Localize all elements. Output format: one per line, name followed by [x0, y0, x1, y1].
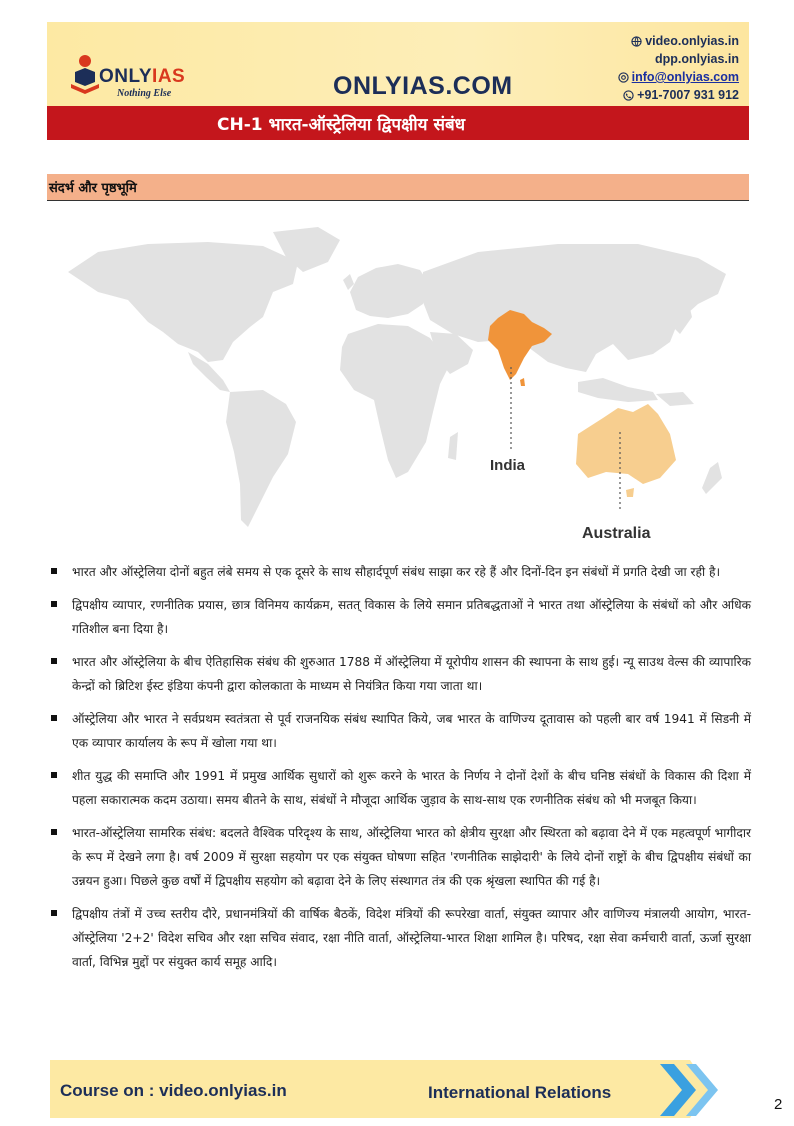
footer-course-text: Course on : video.onlyias.in — [60, 1081, 287, 1100]
indonesia-shape — [578, 378, 658, 402]
chapter-title-bar — [47, 106, 749, 140]
africa-shape — [340, 324, 450, 478]
bullet-list — [47, 560, 751, 983]
bullet-item: ऑस्ट्रेलिया और भारत ने सर्वप्रथम स्वतंत्रता से पूर्व राजनयिक संबंध स्थापित किये, जब भारत के वाणिज्य दूतावास को पहली बार वर्ष 1941 में सिडनी में एक व्यापार कार्यालय के रूप में खोला गया था। — [47, 707, 751, 755]
phone-icon — [623, 90, 634, 101]
contact-email[interactable]: info@onlyias.com — [618, 68, 739, 86]
contact-video[interactable]: video.onlyias.in — [618, 32, 739, 50]
madagascar-shape — [448, 432, 458, 460]
south-america-shape — [226, 390, 296, 527]
page-footer — [50, 1056, 740, 1122]
logo-tagline: Nothing Else — [117, 88, 172, 99]
bullet-item: भारत और ऑस्ट्रेलिया के बीच ऐतिहासिक संबंध की शुरुआत 1788 में ऑस्ट्रेलिया में यूरोपीय शासन की स्थापना के साथ हुई। न्यू साउथ वेल्स की व्यापारिक केन्द्रों को ब्रिटिश ईस्ट इंडिया कंपनी द्वारा कोलकाता के माध्यम से नियंत्रित किया गया जाता था। — [47, 650, 751, 698]
logo-wordmark: ONLYIAS — [99, 66, 186, 87]
contact-block — [618, 32, 739, 104]
bullet-item: द्विपक्षीय व्यापार, रणनीतिक प्रयास, छात्र विनिमय कार्यक्रम, सतत् विकास के लिये समान प्रतिबद्धताओं ने भारत तथा ऑस्ट्रेलिया के संबंधों को और अधिक गतिशील बना दिया है। — [47, 593, 751, 641]
europe-shape — [350, 264, 428, 318]
page-number: 2 — [774, 1096, 783, 1113]
new-zealand-shape — [702, 462, 722, 494]
bullet-item: शीत युद्ध की समाप्ति और 1991 में प्रमुख आर्थिक सुधारों को शुरू करने के भारत के निर्णय ने दोनों देशों के बीच घनिष्ठ संबंधों के विकास की दिशा में पहला सकारात्मक कदम उठाया। समय बीतने के साथ, संबंधों ने मौजूदा आर्थिक जुड़ाव के साथ-साथ एक रणनीतिक संबंध को भी मजबूत किया। — [47, 764, 751, 812]
sri-lanka-shape — [520, 378, 525, 386]
footer-banner — [50, 1056, 740, 1122]
onlyias-logo — [65, 52, 205, 102]
contact-phone[interactable]: +91-7007 931 912 — [618, 86, 739, 104]
india-label: India — [490, 457, 526, 474]
australia-label: Australia — [582, 525, 651, 542]
chapter-title: CH-1 भारत-ऑस्ट्रेलिया द्विपक्षीय संबंध — [217, 115, 466, 135]
section-heading-bar — [47, 174, 749, 201]
north-america-shape — [68, 242, 298, 362]
papua-shape — [656, 392, 694, 406]
at-sign-icon — [618, 72, 629, 83]
section-heading: संदर्भ और पृष्ठभूमि — [49, 181, 137, 196]
bullet-item: भारत-ऑस्ट्रेलिया सामरिक संबंध: बदलते वैश्विक परिदृश्य के साथ, ऑस्ट्रेलिया भारत को क्षेत्रीय सुरक्षा और स्थिरता को बढ़ावा देने में एक महत्वपूर्ण भागीदार के रूप में देखने लगा है। वर्ष 2009 में सुरक्षा सहयोग पर एक संयुक्त घोषणा सहित 'रणनीतिक साझेदारी' के लिये दोनों राष्ट्रों के बीच द्विपक्षीय संबंधों का उन्नयन हुआ। पिछले कुछ वर्षों में द्विपक्षीय सहयोग को बढ़ावा देने के लिए संस्थागत तंत्र की एक श्रृंखला स्थापित की गई है। — [47, 821, 751, 893]
bullet-item: द्विपक्षीय तंत्रों में उच्च स्तरीय दौरे, प्रधानमंत्रियों की वार्षिक बैठकें, विदेश मंत्रियों की रूपरेखा वार्ता, संयुक्त व्यापार और वाणिज्य मंत्रालयी आयोग, भारत-ऑस्ट्रेलिया '2+2' विदेश सचिव और रक्षा सचिव संवाद, रक्षा नीति वार्ता, ऑस्ट्रेलिया-भारत शिक्षा शामिल है। परिषद, रक्षा सेवा कर्मचारी वार्ता, ऊर्जा सुरक्षा वार्ता, विभिन्न मुद्दों पर संयुक्त कार्य समूह आदि। — [47, 902, 751, 974]
page-header — [47, 22, 749, 106]
tasmania-shape — [626, 488, 634, 497]
bullet-item: भारत और ऑस्ट्रेलिया दोनों बहुत लंबे समय से एक दूसरे के साथ सौहार्दपूर्ण संबंध साझा कर रहे हैं और दिनों-दिन इन संबंधों में प्रगति देखी जा रही है। — [47, 560, 751, 584]
site-title: ONLYIAS.COM — [333, 72, 513, 100]
world-map-figure — [58, 222, 748, 552]
contact-dpp[interactable]: dpp.onlyias.in — [654, 52, 739, 66]
globe-icon — [631, 36, 642, 47]
world-map-svg — [58, 222, 748, 552]
footer-subject-text: International Relations — [428, 1083, 612, 1102]
australia-shape — [576, 404, 676, 484]
